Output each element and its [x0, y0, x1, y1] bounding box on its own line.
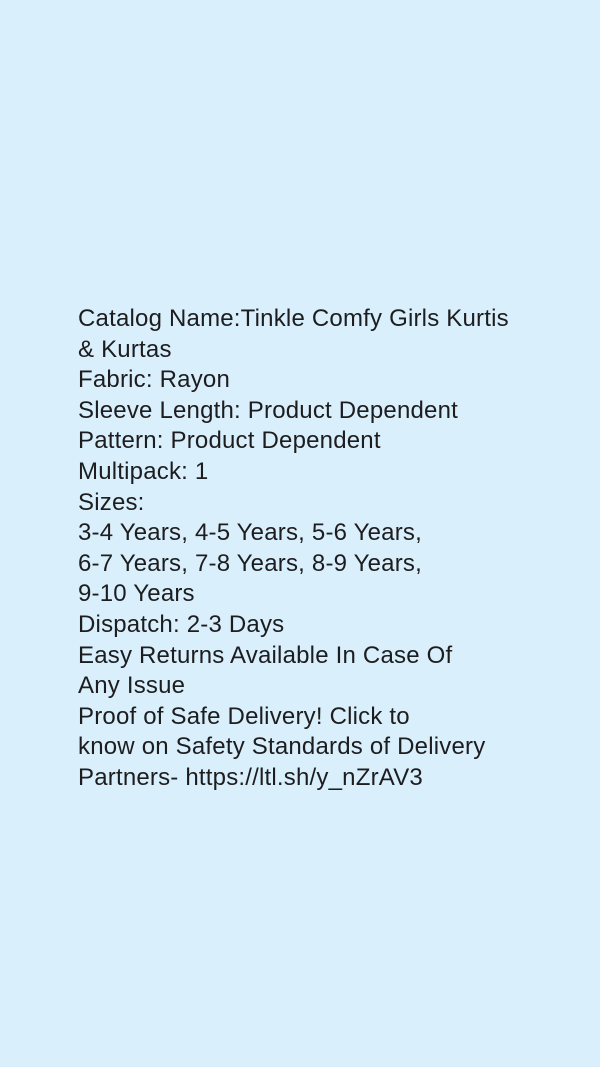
fabric-line: Fabric: Rayon — [78, 366, 230, 394]
sizes-list-line-1: 3-4 Years, 4-5 Years, 5-6 Years, — [78, 519, 422, 547]
sizes-label-line: Sizes: — [78, 488, 145, 516]
easy-returns-line-2: Any Issue — [78, 672, 186, 700]
dispatch-line: Dispatch: 2-3 Days — [78, 610, 285, 638]
safe-delivery-line-2: know on Safety Standards of Delivery — [78, 733, 486, 761]
multipack-line: Multipack: 1 — [78, 457, 209, 485]
pattern-line: Pattern: Product Dependent — [78, 427, 381, 455]
easy-returns-line-1: Easy Returns Available In Case Of — [78, 641, 453, 669]
sizes-list-line-2: 6-7 Years, 7-8 Years, 8-9 Years, — [78, 549, 422, 577]
safe-delivery-line-1: Proof of Safe Delivery! Click to — [78, 702, 410, 730]
product-description-text — [78, 304, 548, 794]
safe-delivery-link-line: Partners- https://ltl.sh/y_nZrAV3 — [78, 763, 423, 791]
catalog-name-line-2: & Kurtas — [78, 335, 172, 363]
sizes-list-line-3: 9-10 Years — [78, 580, 195, 608]
sleeve-length-line: Sleeve Length: Product Dependent — [78, 396, 459, 424]
catalog-name-line-1: Catalog Name:Tinkle Comfy Girls Kurtis — [78, 305, 509, 332]
